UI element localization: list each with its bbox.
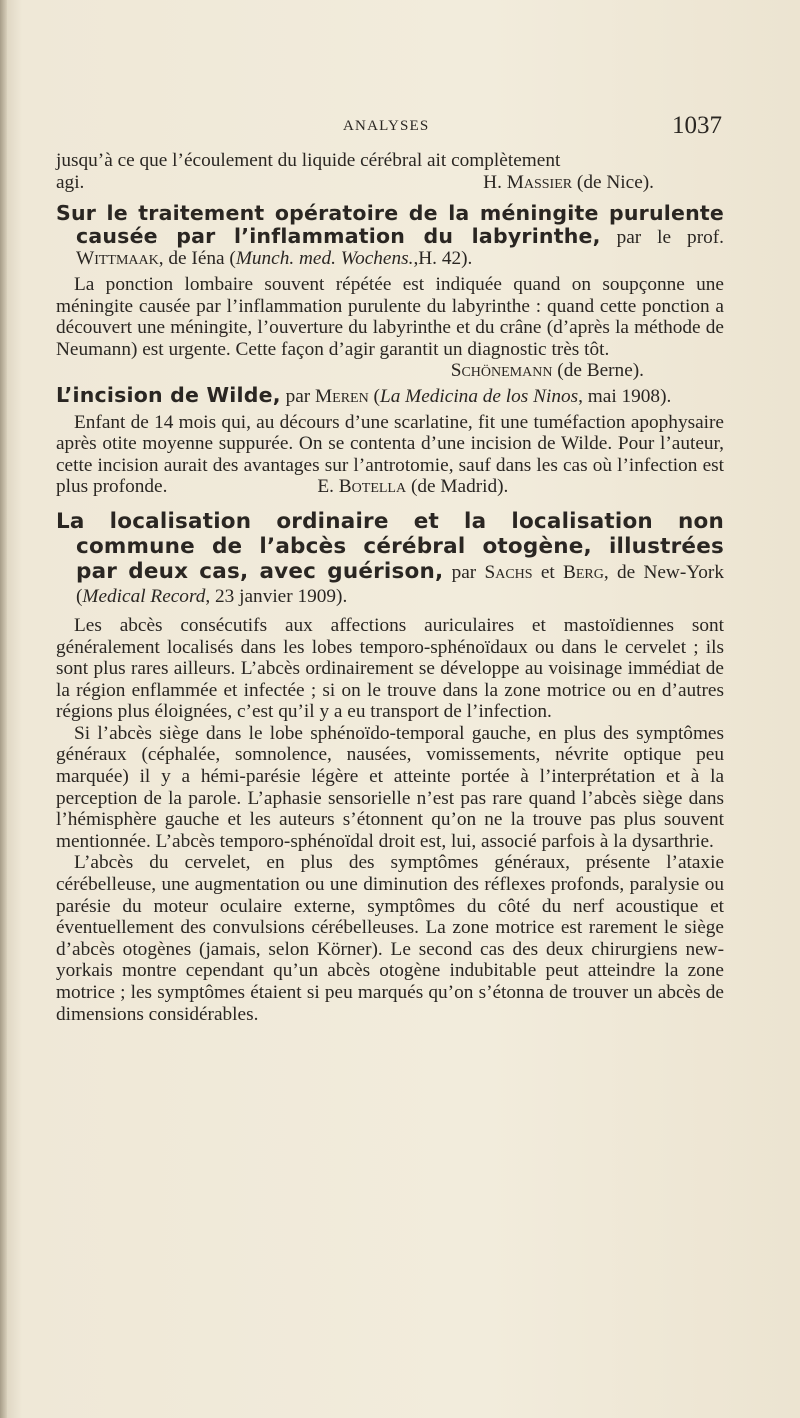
article — [56, 203, 724, 382]
article-heading: La localisation ordinaire et la localisation non commune de l’abcès cérébral otogène, illustrées par deux cas, avec guérison, par Sachs et Berg, de New-York (Medical Record, 23 janvier 1909). — [56, 508, 724, 607]
page-number: 1037 — [672, 112, 722, 139]
running-title: ANALYSES — [343, 118, 430, 134]
article-heading: L’incision de Wilde, par Meren (La Medicina de los Ninos, mai 1908). — [56, 382, 672, 407]
source-reference: , 23 janvier 1909). — [205, 585, 348, 607]
article-author: Meren — [315, 385, 369, 407]
byline-prefix: par — [285, 385, 311, 407]
signature-place: (de Nice). — [576, 171, 654, 193]
page-binding-edge — [0, 0, 7, 1418]
article-author: Wittmaak — [76, 248, 159, 270]
signature-name: E. Botella — [317, 476, 407, 498]
signature-place: (de Madrid). — [410, 476, 509, 498]
text-fragment: agi. — [56, 171, 85, 193]
article-title: La localisation ordinaire et la localisation non commune de l’abcès cérébral otogène, illustrées par deux cas, avec guérison, — [56, 508, 724, 584]
article-source: La Medicina de los Ninos — [379, 385, 579, 407]
signature — [483, 172, 724, 194]
author-place: , de Iéna ( — [158, 248, 236, 270]
source-reference: ,H. 42). — [413, 248, 473, 270]
article — [56, 382, 724, 498]
article-title: L’incision de Wilde, — [56, 382, 281, 407]
page-header — [56, 112, 722, 142]
article-author: Sachs — [484, 561, 533, 583]
byline-prefix: par — [451, 561, 477, 583]
article-paragraph: Les abcès consécutifs aux affections auriculaires et mastoïdiennes sont généralement localisés dans les lobes temporo-sphénoïdaux ou dans le cervelet ; ils sont plus rares ailleurs. L’abcès ordinairement se développe au voisinage immédiat de la région enflammée et infectée ; si on le trouve dans la zone motrice ou en d’autres régions plus éloignées, c’est qu’il y a eu transport de l’infection. — [56, 614, 724, 723]
article-paragraph: L’abcès du cervelet, en plus des symptômes généraux, présente l’ataxie cérébelleuse, une augmentation ou une diminution des réflexes profonds, paralysie ou parésie du moteur oculaire externe, symptômes du côté du nerf acoustique et éventuellement des convulsions cérébelleuses. La zone motrice est rarement le siège d’abcès otogènes (jamais, selon Körner). Le second cas des deux chirurgiens new-yorkais montre cependant qu’un abcès otogène indubitable peut atteindre la zone motrice ; les symptômes étaient si peu marqués qu’on s’étonna de trouver un abcès de dimensions considérables. — [56, 852, 724, 1025]
signature-name: Schönemann — [450, 360, 553, 382]
signature-place: (de Berne). — [557, 360, 644, 382]
author-place: , de New-York — [603, 561, 724, 583]
article-paragraph-text: Enfant de 14 mois qui, au décours d’une scarlatine, fit une tuméfaction apophysaire après otite moyenne suppurée. On se contenta d’une incision de Wilde. Pour l’auteur, cette incision aurait des avantages sur l’antrotomie, sauf dans les cas où l’infection est plus profonde. — [56, 411, 724, 498]
article-heading — [56, 203, 724, 270]
article-paragraph — [56, 412, 724, 498]
page-text — [56, 150, 724, 1025]
article-author-2: Berg — [563, 561, 604, 583]
article-source: Medical Record — [82, 585, 206, 607]
signature — [56, 360, 724, 382]
article-source: Munch. med. Wochens. — [235, 248, 414, 270]
article-paragraph: La ponction lombaire souvent répétée est indiquée quand on soupçonne une méningite causée par l’inflammation purulente du labyrinthe : quand cette ponction a découvert une méningite, l’ouverture du labyrinthe et du crâne (d’après la méthode de Neumann) est urgente. Cette façon d’agir garantit un diagnostic très tôt. — [56, 273, 724, 360]
article — [56, 510, 724, 1025]
text-line: jusqu’à ce que l’écoulement du liquide cérébral ait complètement — [56, 150, 561, 171]
author-join: et — [540, 561, 555, 583]
article-title: Sur le traitement opératoire de la méningite purulente causée par l’inflammation du labyrinthe, — [56, 201, 724, 248]
article-paragraph: Si l’abcès siège dans le lobe sphénoïdo-temporal gauche, en plus des symptômes généraux (céphalée, somnolence, nausées, vomissements, névrite optique peu marquée) il y a hémi-parésie légère et atteinte portée à l’interprétation et à la perception de la parole. L’aphasie sensorielle n’est pas rare quand l’abcès siège dans l’hémisphère gauche et les auteurs s’étonnent qu’on ne la trouve pas plus souvent mentionnée. L’abcès temporo-sphénoïdal droit est, lui, associé parfois à la dysarthrie. — [56, 722, 724, 852]
previous-article-ending — [56, 150, 724, 193]
byline-prefix: par le prof. — [616, 226, 724, 248]
signature-name: H. Massier — [483, 171, 573, 193]
signature-line — [56, 172, 724, 194]
source-reference: , mai 1908). — [578, 385, 672, 407]
